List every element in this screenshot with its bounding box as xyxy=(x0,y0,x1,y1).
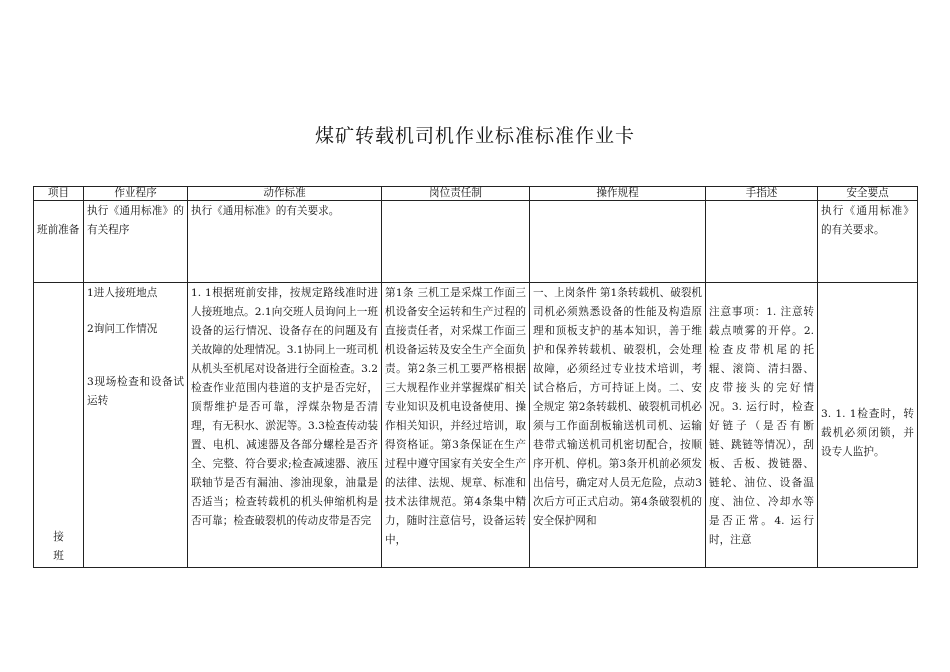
cell-procedure-preparation xyxy=(84,201,188,283)
header-item: 项目 xyxy=(34,187,84,201)
procedure-preparation-text: 执行《通用标准》的有关程序 xyxy=(87,205,184,236)
cell-item-preparation xyxy=(34,201,84,283)
header-pointing: 手指述 xyxy=(706,187,818,201)
safety-shift-text: 3. 1. 1检查时，转载机必须闭锁，并设专人监护。 xyxy=(821,408,914,458)
cell-item-shift xyxy=(34,283,84,568)
pointing-preparation-text xyxy=(709,202,814,262)
header-operation-rules: 操作规程 xyxy=(530,187,706,201)
cell-operation-shift xyxy=(530,283,706,568)
operation-shift-text: 一、上岗条件 第1条转载机、破裂机司机必须熟悉设备的性能及构造原理和顶板支护的基本知识，善于维护和保养转载机、破裂机，会处理故障，必须经过专业技术培训，考试合格后，方可持证上岗。二、安全规定 第2条转载机、破裂机司机必须与工作面刮板输送机司机、运输巷带式输送机司机密切配合，按顺序开机、停机。第3条开机前必须发出信号，确定对人员无危险，点动3次后方可正式启动。第4条破裂机的安全保护网和 xyxy=(533,287,702,527)
procedure-step-1: 1进人接班地点 xyxy=(87,287,158,299)
cell-operation-preparation xyxy=(530,201,706,283)
header-action-standard: 动作标准 xyxy=(188,187,382,201)
item-preparation-text: 班前准备 xyxy=(37,224,80,236)
document-title: 煤矿转载机司机作业标准标准作业卡 xyxy=(314,125,635,147)
cell-action-shift xyxy=(188,283,382,568)
cell-action-preparation xyxy=(188,201,382,283)
item-shift-wrap xyxy=(37,284,80,566)
procedure-step-2: 2询问工作情况 xyxy=(87,323,158,335)
header-duty: 岗位责任制 xyxy=(382,187,530,201)
cell-safety-shift xyxy=(818,283,918,568)
action-shift-text: 1. 1根据班前安排，按规定路线准时进人接班地点。2.1向交班人员询问上一班设备的运行情况、设备存在的问题及有关故障的处理情况。3.1协同上一班司机从机头至机尾对设备进行全面检查。3.2检查作业范围内巷道的支护是否完好，顶帮维护是否可靠，浮煤杂物是否清理，有无积水、淤泥等。3.3检查传动装置、电机、减速器及各部分螺栓是否齐全、完整、符合要求;检查减速器、液压联轴节是否有漏油、渗油现象，油量是否适当；检查转载机的机头伸缩机构是否可靠；检查破裂机的传动皮带是否完 xyxy=(191,287,378,527)
duty-preparation-text xyxy=(385,202,526,262)
action-preparation-text: 执行《通用标准》的有关要求。 xyxy=(191,205,340,217)
table-row-shift-handover xyxy=(34,283,918,568)
safety-preparation-text: 执行《通用标准》的有关要求。 xyxy=(821,205,914,236)
header-procedure: 作业程序 xyxy=(84,187,188,201)
pointing-shift-text: 注意事项：1. 注意转载点喷雾的开停。2. 检查皮带机尾的托辊、滚筒、清扫器、皮带接头的完好情况。3. 运行时，检查好链子（是否有断链、跳链等情况），刮板、舌板、拨链器、链轮、油位、设备温度、油位、冷却水等是否正常。4. 运行时，注意 xyxy=(709,306,814,546)
cell-duty-shift xyxy=(382,283,530,568)
operation-preparation-text xyxy=(533,202,702,262)
cell-procedure-shift xyxy=(84,283,188,568)
cell-duty-preparation xyxy=(382,201,530,283)
procedure-shift-wrap xyxy=(87,284,184,566)
header-row xyxy=(34,187,918,201)
cell-safety-preparation xyxy=(818,201,918,283)
standard-operation-table xyxy=(33,186,918,568)
procedure-step-3: 3现场检查和设备试运转 xyxy=(87,376,184,407)
item-shift-text: 接班 xyxy=(53,531,64,562)
table-row-preparation xyxy=(34,201,918,283)
cell-pointing-preparation xyxy=(706,201,818,283)
duty-shift-text: 第1条 三机工是采煤工作面三机设备安全运转和生产过程的直接责任者，对采煤工作面三机设备运转及安全生产全面负责。第2条三机工要严格根据三大规程作业并掌握煤矿相关专业知识及机电设备使用、操作相关知识，并经过培训，取得资格证。第3条保证在生产过程中遵守国家有关安全生产的法律、法规、规章、标准和技术法律规范。第4条集中精力，随时注意信号，设备运转中， xyxy=(385,287,526,546)
header-safety: 安全要点 xyxy=(818,187,918,201)
cell-pointing-shift xyxy=(706,283,818,568)
